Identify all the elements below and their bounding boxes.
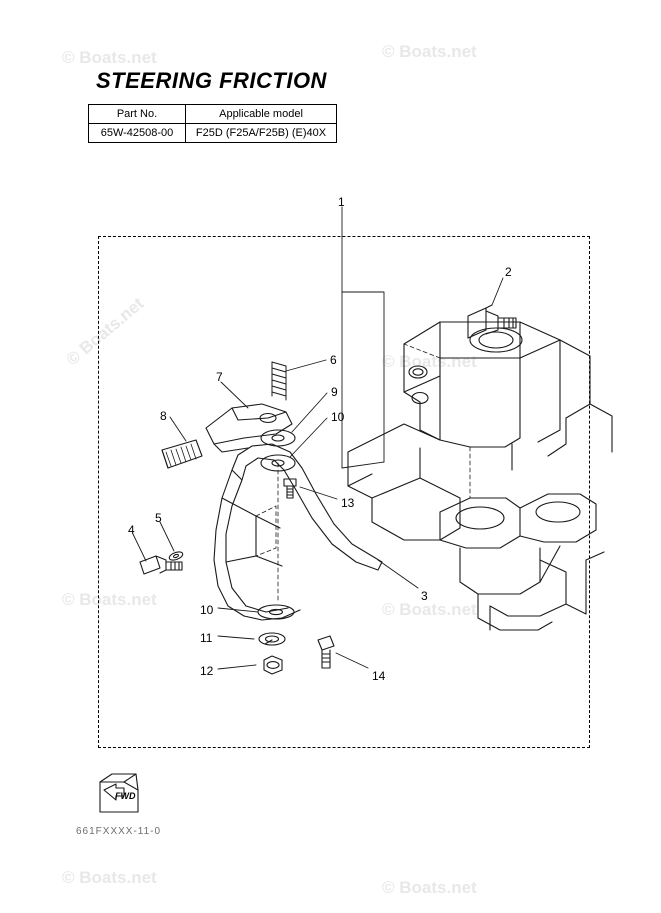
watermark: © Boats.net — [382, 600, 477, 619]
callout-number: 7 — [216, 370, 223, 384]
callout-number: 11 — [200, 631, 213, 645]
page-title: STEERING FRICTION — [96, 68, 327, 93]
part-number-table — [88, 104, 337, 143]
watermark: © Boats.net — [382, 352, 477, 371]
callout-number: 5 — [155, 511, 162, 525]
cell-applicable-model: F25D (F25A/F25B) (E)40X — [186, 124, 337, 143]
watermark: © Boats.net — [62, 590, 157, 609]
cell-part-no: 65W-42508-00 — [89, 124, 186, 143]
watermark: © Boats.net — [62, 868, 157, 887]
callout-number: 12 — [200, 664, 214, 678]
callout-number: 2 — [505, 265, 512, 279]
table-header-applicable-model: Applicable model — [186, 105, 337, 124]
callout-number: 3 — [421, 589, 428, 603]
callout-number: 4 — [128, 523, 135, 537]
table-header-row — [89, 105, 337, 124]
callout-number: 13 — [341, 496, 355, 510]
callout-number: 1 — [338, 195, 345, 209]
callout-number: 6 — [330, 353, 337, 367]
callout-number: 9 — [331, 385, 338, 399]
table-header-part-no: Part No. — [89, 105, 186, 124]
footer-drawing-code: 661FXXXX-11-0 — [76, 826, 162, 837]
callout-number: 14 — [372, 669, 386, 683]
watermark: © Boats.net — [62, 293, 148, 370]
table-row — [89, 124, 337, 143]
watermark: © Boats.net — [382, 878, 477, 897]
watermark: © Boats.net — [62, 48, 157, 67]
diagram-boundary-frame — [98, 236, 590, 748]
callout-number: 10 — [331, 410, 345, 424]
watermark: © Boats.net — [382, 42, 477, 61]
fwd-label: FWD — [115, 791, 136, 801]
callout-number: 10 — [200, 603, 214, 617]
callout-number: 8 — [160, 409, 167, 423]
